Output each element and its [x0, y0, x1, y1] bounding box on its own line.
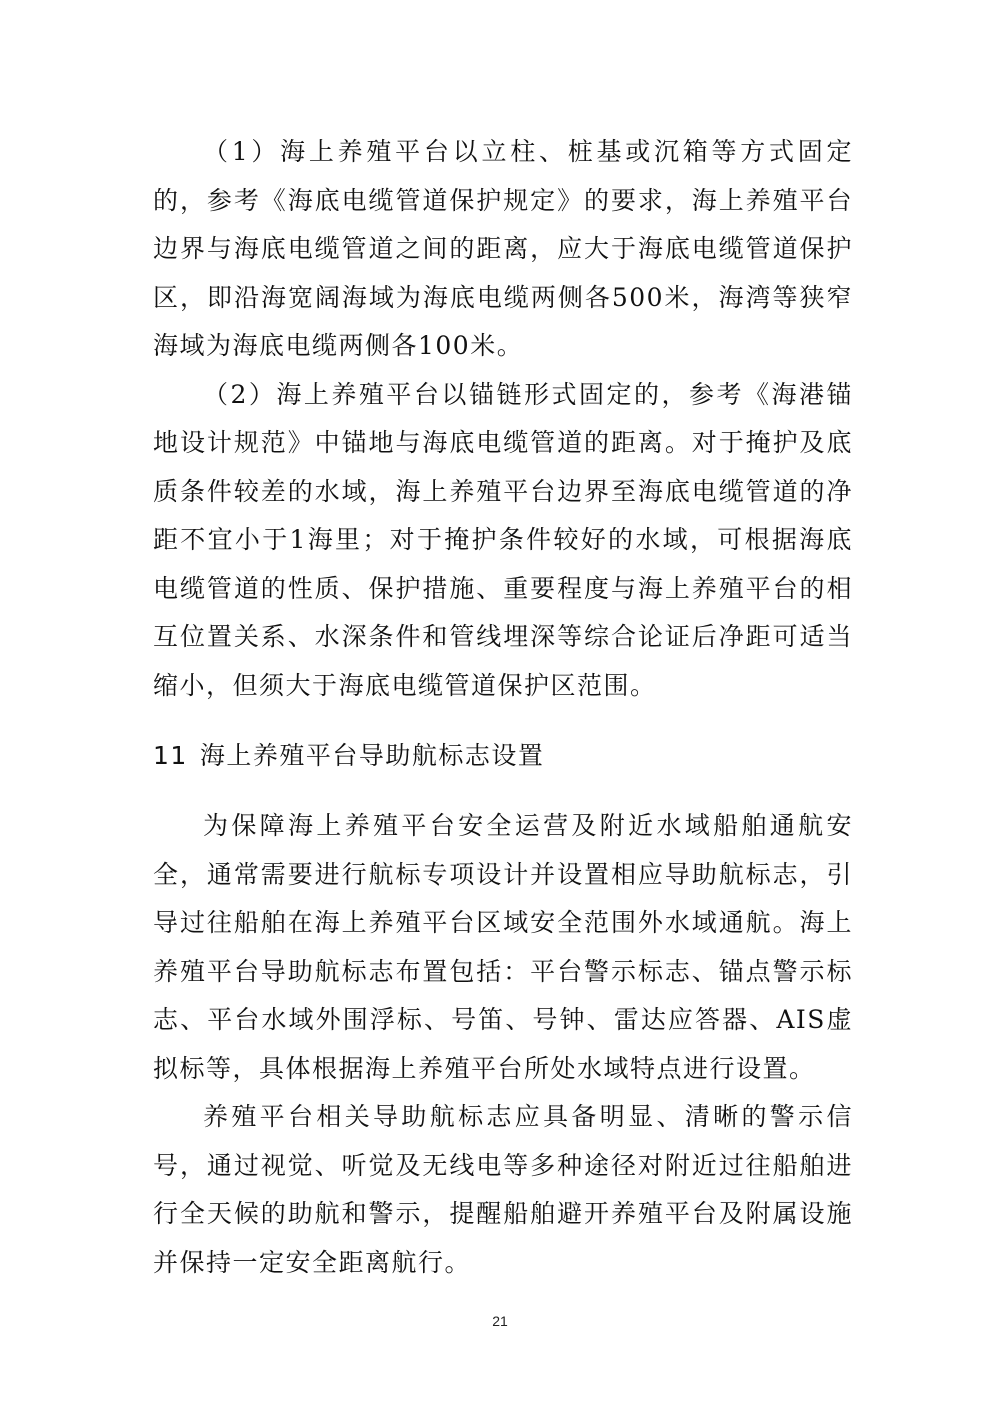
page-content	[153, 128, 853, 1287]
section-title: 海上养殖平台导助航标志设置	[199, 741, 545, 770]
paragraph-warning-signals: 养殖平台相关导助航标志应具备明显、清晰的警示信号，通过视觉、听觉及无线电等多种途径对附近过往船舶进行全天候的助航和警示，提醒船舶避开养殖平台及附属设施并保持一定安全距离航行。	[153, 1102, 853, 1277]
page-number: 21	[492, 1313, 508, 1329]
paragraph-anchored-platform: （2）海上养殖平台以锚链形式固定的，参考《海港锚地设计规范》中锚地与海底电缆管道的距离。对于掩护及底质条件较差的水域，海上养殖平台边界至海底电缆管道的净距不宜小于1海里；对于掩护条件较好的水域，可根据海底电缆管道的性质、保护措施、重要程度与海上养殖平台的相互位置关系、水深条件和管线埋深等综合论证后净距可适当缩小，但须大于海底电缆管道保护区范围。	[153, 379, 853, 700]
section-number: 11	[153, 741, 188, 770]
paragraph-navigation-aids: 为保障海上养殖平台安全运营及附近水域船舶通航安全，通常需要进行航标专项设计并设置相应导助航标志，引导过往船舶在海上养殖平台区域安全范围外水域通航。海上养殖平台导助航标志布置包括：平台警示标志、锚点警示标志、平台水域外围浮标、号笛、号钟、雷达应答器、AIS虚拟标等，具体根据海上养殖平台所处水域特点进行设置。	[153, 811, 853, 1083]
section-heading	[153, 736, 853, 776]
paragraph-fixed-platform: （1）海上养殖平台以立柱、桩基或沉箱等方式固定的，参考《海底电缆管道保护规定》的要求，海上养殖平台边界与海底电缆管道之间的距离，应大于海底电缆管道保护区，即沿海宽阔海域为海底电缆两侧各500米，海湾等狭窄海域为海底电缆两侧各100米。	[153, 137, 853, 360]
